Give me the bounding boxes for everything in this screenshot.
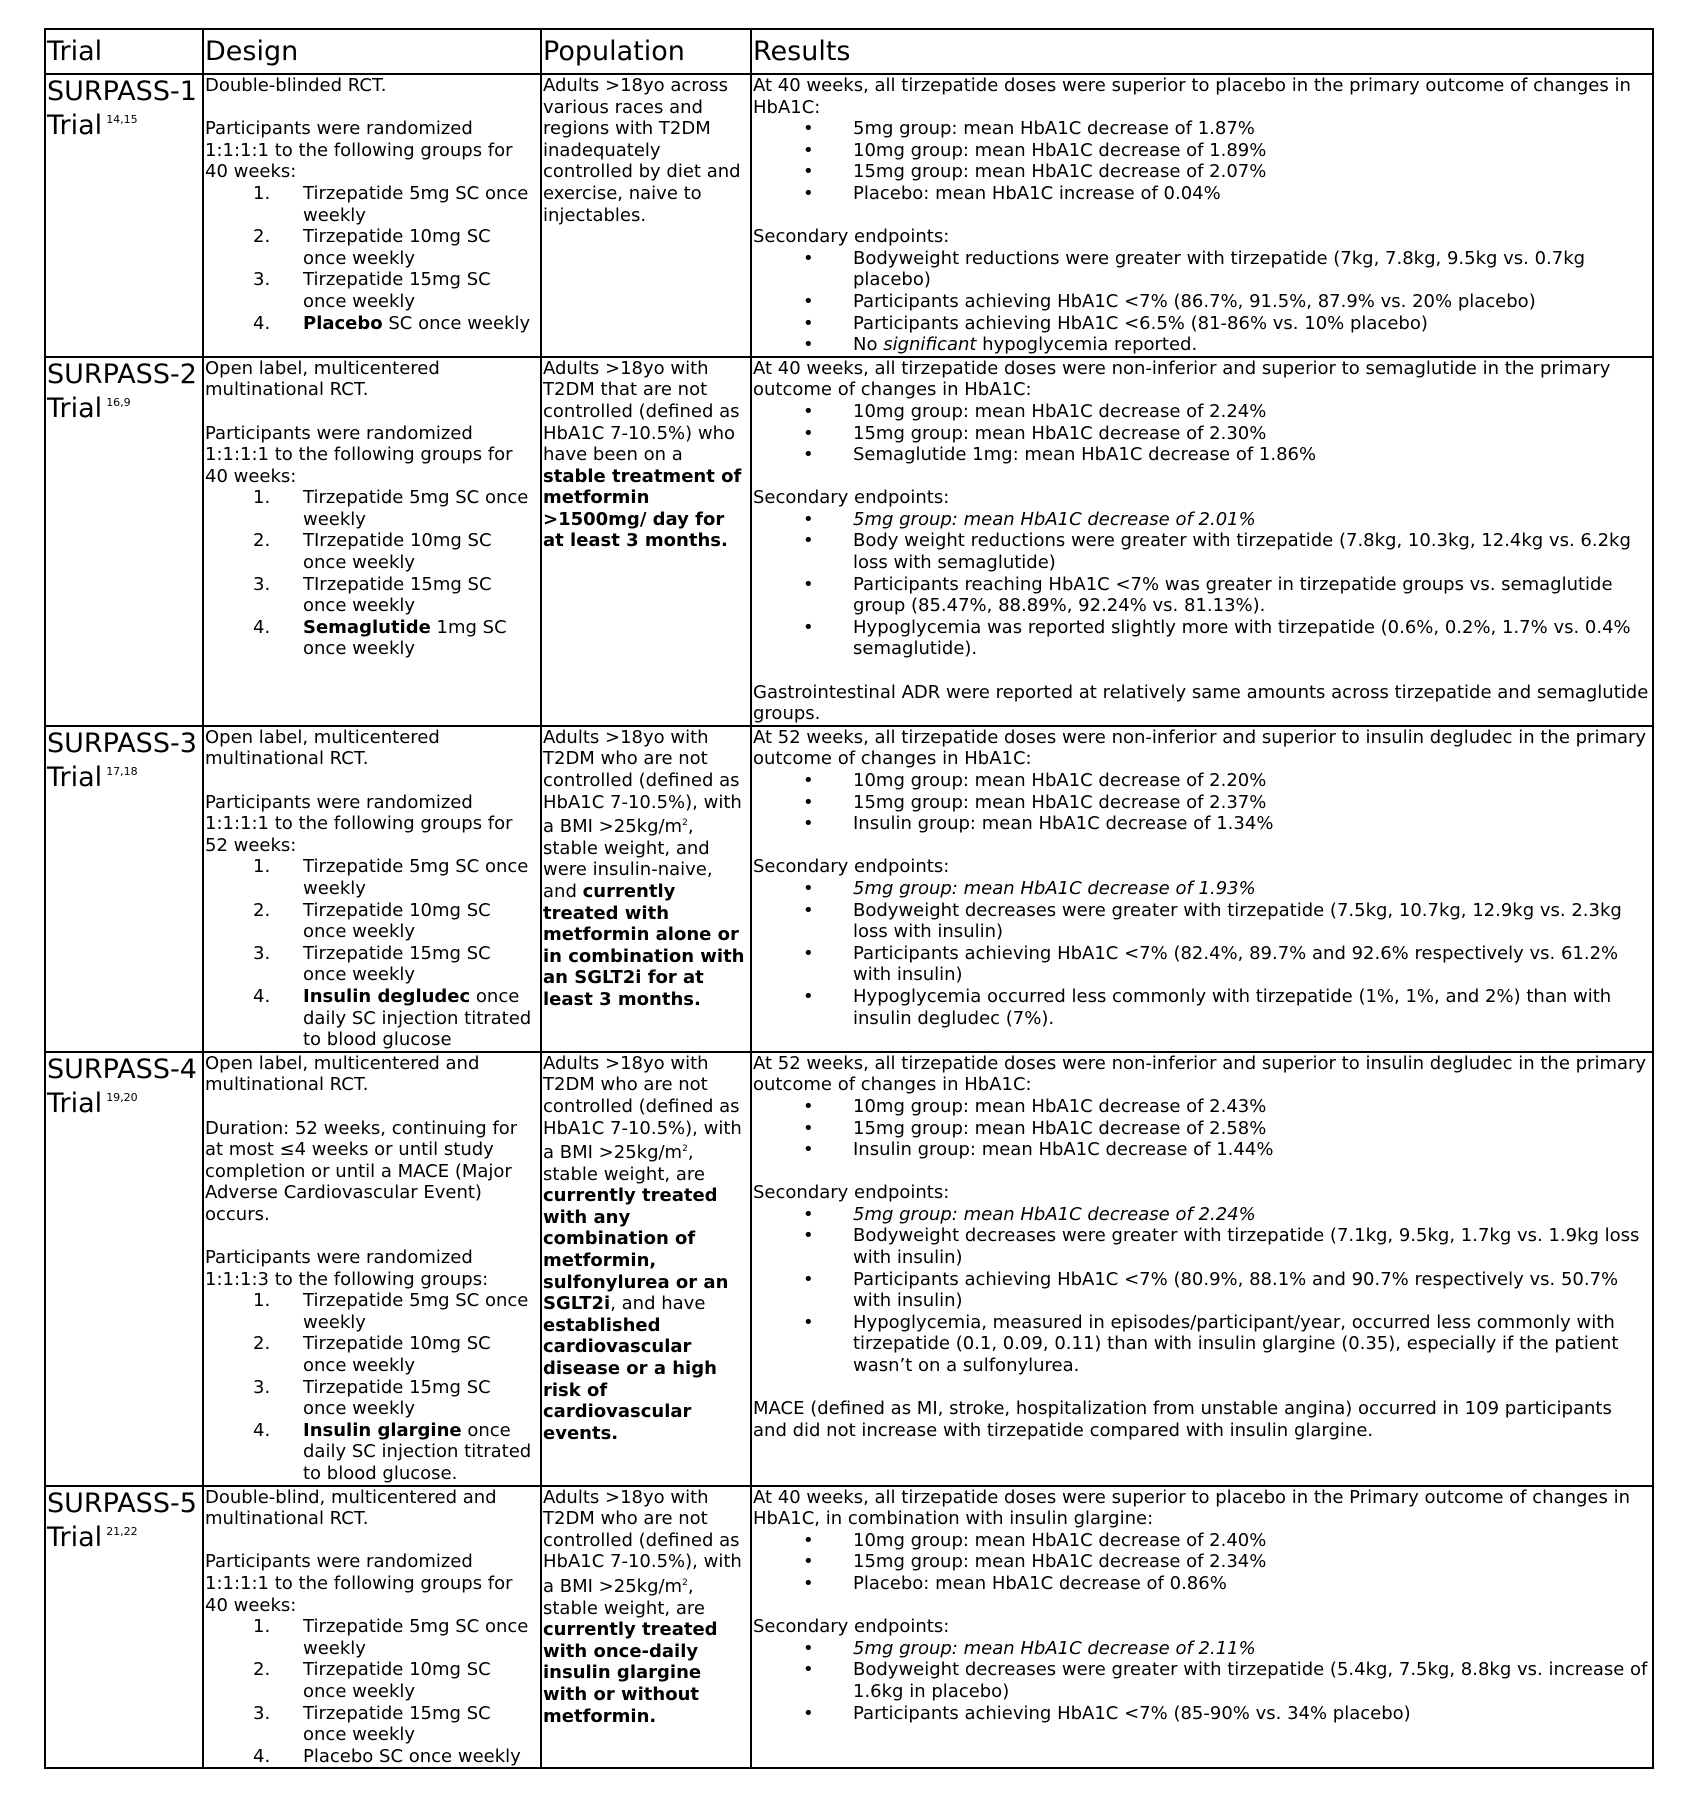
population-bold: currently treated with once-daily insulin glargine with or without metformin. (543, 1619, 718, 1727)
arm-number: 4. (253, 985, 271, 1007)
primary-list (753, 118, 1651, 204)
table-row (45, 726, 1653, 1052)
header-population: Population (541, 29, 751, 74)
arm-text: TIrzepatide 15mg SC once weekly (303, 573, 492, 617)
table-row (45, 1486, 1653, 1769)
primary-item: • 15mg group: mean HbA1C decrease of 2.30% (753, 423, 1651, 445)
arm-text: Tirzepatide 10mg SC once weekly (303, 226, 491, 269)
primary-item: • Placebo: mean HbA1C increase of 0.04% (753, 183, 1651, 205)
design-arm (205, 1746, 539, 1768)
population-text: , and have (610, 1293, 706, 1315)
trial-name: SURPASS-5 Trial $^{21,22}$ (47, 1487, 197, 1553)
arm-number: 3. (253, 573, 271, 595)
primary-item: • 10mg group: mean HbA1C decrease of 1.89% (753, 140, 1651, 162)
arm-number: 1. (253, 487, 271, 509)
arm-drug: Insulin glargine (303, 1419, 462, 1441)
population-text: Adults >18yo with T2DM who are not controlled (defined as HbA1C 7-10.5%), with a BMI >25kg/m (543, 1486, 742, 1597)
secondary-item: • 5mg group: mean HbA1C decrease of 2.11% (753, 1638, 1651, 1660)
population-text: Adults >18yo with T2DM who are not controlled (defined as HbA1C 7-10.5%), with a BMI >25kg/m (543, 1052, 742, 1164)
secondary-item: • Bodyweight decreases were greater with tirzepatide (5.4kg, 7.5kg, 8.8kg vs. increase of 1.6kg in placebo) (753, 1659, 1651, 1702)
header-trial: Trial (45, 29, 203, 74)
design-randomization: Participants were randomized 1:1:1:3 to the following groups: (205, 1247, 489, 1290)
design-arms (205, 1290, 539, 1484)
primary-outcome: At 40 weeks, all tirzepatide doses were non-inferior and superior to semaglutide in the primary outcome of changes in HbA1C: (753, 357, 1611, 401)
design-arm (205, 1703, 539, 1746)
results-note: MACE (defined as MI, stroke, hospitalization from unstable angina) occurred in 109 participants and did not increase with tirzepatide compared with insulin glargine. (753, 1398, 1612, 1441)
table-row (45, 74, 1653, 357)
results-note: Gastrointestinal ADR were reported at relatively same amounts across tirzepatide and semaglutide groups. (753, 681, 1649, 725)
population-cell (541, 357, 751, 726)
arm-text: Tirzepatide 15mg SC once weekly (303, 1702, 491, 1746)
secondary-list (753, 1204, 1651, 1377)
header-design: Design (203, 29, 541, 74)
trial-cell (45, 1052, 203, 1486)
secondary-heading: Secondary endpoints: (753, 856, 950, 878)
arm-text: Tirzepatide 15mg SC once weekly (303, 269, 491, 312)
primary-item: • Placebo: mean HbA1C decrease of 0.86% (753, 1573, 1651, 1595)
design-cell (203, 1052, 541, 1486)
table-row (45, 357, 1653, 726)
design-arm (205, 1420, 539, 1485)
population-text: Adults >18yo with T2DM who are not controlled (defined as HbA1C 7-10.5%), with a BMI >25kg/m (543, 726, 742, 838)
design-randomization: Participants were randomized 1:1:1:1 to the following groups for 40 weeks: (205, 118, 513, 183)
secondary-item: • Hypoglycemia occurred less commonly with tirzepatide (1%, 1%, and 2%) than with insulin degludec (7%). (753, 986, 1651, 1029)
trial-name: SURPASS-1 Trial $^{14,15}$ (47, 76, 197, 141)
secondary-item: • No significant hypoglycemia reported. (753, 334, 1651, 356)
population-bold: currently treated with metformin alone or in combination with an SGLT2i for at least 3 months. (543, 880, 745, 1010)
design-arm (205, 943, 539, 986)
trial-name: SURPASS-2 Trial $^{16,9}$ (47, 358, 197, 424)
trial-refs: 21,22 (106, 1524, 138, 1538)
trial-refs: 14,15 (106, 113, 138, 126)
design-arm (205, 1616, 539, 1659)
arm-number: 2. (253, 226, 271, 248)
secondary-item: • Hypoglycemia was reported slightly more with tirzepatide (0.6%, 0.2%, 1.7% vs. 0.4% semaglutide). (753, 617, 1651, 660)
primary-outcome: At 40 weeks, all tirzepatide doses were superior to placebo in the Primary outcome of changes in HbA1C, in combination with insulin glargine: (753, 1486, 1630, 1530)
primary-item: • Insulin group: mean HbA1C decrease of 1.34% (753, 813, 1651, 835)
design-arm (205, 574, 539, 617)
primary-list (753, 401, 1651, 466)
design-arm (205, 313, 539, 335)
header-row (45, 29, 1653, 74)
arm-number: 3. (253, 269, 271, 291)
arm-number: 4. (253, 616, 271, 638)
arm-number: 1. (253, 182, 271, 204)
primary-item: • 15mg group: mean HbA1C decrease of 2.07% (753, 161, 1651, 183)
secondary-item: • Participants achieving HbA1C <7% (86.7%, 91.5%, 87.9% vs. 20% placebo) (753, 291, 1651, 313)
design-intro: Double-blinded RCT. (205, 75, 387, 96)
arm-text: Tirzepatide 15mg SC once weekly (303, 942, 491, 986)
design-intro: Open label, multicentered multinational RCT. (205, 357, 440, 401)
population-cell (541, 74, 751, 357)
trial-cell (45, 726, 203, 1052)
primary-item: • 10mg group: mean HbA1C decrease of 2.20% (753, 770, 1651, 792)
primary-item: • 10mg group: mean HbA1C decrease of 2.40% (753, 1530, 1651, 1552)
secondary-list (753, 878, 1651, 1029)
secondary-item: • 5mg group: mean HbA1C decrease of 2.01% (753, 509, 1651, 531)
design-randomization: Participants were randomized 1:1:1:1 to the following groups for 52 weeks: (205, 791, 513, 856)
arm-text: Tirzepatide 5mg SC once weekly (303, 856, 529, 899)
primary-list (753, 1530, 1651, 1595)
population-sup: 2 (682, 818, 688, 829)
design-intro: Double-blind, multicentered and multinational RCT. (205, 1486, 497, 1530)
design-arm (205, 487, 539, 530)
design-arms (205, 183, 539, 334)
arm-text: once daily SC injection titrated to blood glucose. (303, 1419, 532, 1484)
secondary-list (753, 509, 1651, 660)
population-cell (541, 1052, 751, 1486)
arm-number: 3. (253, 1376, 271, 1398)
secondary-item: • Participants achieving HbA1C <7% (85-90% vs. 34% placebo) (753, 1703, 1651, 1725)
design-arms (205, 1616, 539, 1767)
arm-number: 1. (253, 1290, 271, 1312)
header-results: Results (751, 29, 1653, 74)
design-arm (205, 1333, 539, 1376)
primary-item: • 10mg group: mean HbA1C decrease of 2.43% (753, 1096, 1651, 1118)
results-cell (751, 1052, 1653, 1486)
secondary-list (753, 248, 1651, 356)
trial-cell (45, 74, 203, 357)
population-text: Adults >18yo across various races and regions with T2DM inadequately controlled by diet and exercise, naive to injectables. (543, 75, 741, 226)
design-intro: Open label, multicentered and multinational RCT. (205, 1052, 480, 1096)
design-arm (205, 1377, 539, 1420)
design-arm (205, 617, 539, 660)
arm-number: 4. (253, 1419, 271, 1441)
population-bold: currently treated with any combination of metformin, sulfonylurea or an SGLT2i (543, 1185, 729, 1315)
design-arm (205, 183, 539, 226)
design-duration: Duration: 52 weeks, continuing for at most ≤4 weeks or until study completion or until a MACE (Major Adverse Cardiovascular Event) occurs. (205, 1117, 518, 1225)
secondary-heading: Secondary endpoints: (753, 1616, 950, 1638)
trial-name: SURPASS-4 Trial $^{19,20}$ (47, 1053, 197, 1119)
primary-list (753, 1096, 1651, 1161)
arm-text: Tirzepatide 15mg SC once weekly (303, 1376, 491, 1420)
design-arm (205, 1290, 539, 1333)
arm-text: Tirzepatide 5mg SC once weekly (303, 487, 529, 530)
arm-text: SC once weekly (382, 312, 531, 334)
table-row (45, 1052, 1653, 1486)
secondary-item: • Participants achieving HbA1C <6.5% (81-86% vs. 10% placebo) (753, 313, 1651, 335)
arm-number: 4. (253, 312, 271, 334)
arm-text: TIrzepatide 10mg SC once weekly (303, 530, 492, 574)
primary-outcome: At 52 weeks, all tirzepatide doses were non-inferior and superior to insulin degludec in the primary outcome of changes in HbA1C: (753, 726, 1647, 770)
population-text: , stable weight, are (543, 1142, 705, 1185)
population-bold: established cardiovascular disease or a high risk of cardiovascular events. (543, 1314, 717, 1444)
arm-drug: Semaglutide (303, 616, 431, 638)
primary-outcome: At 40 weeks, all tirzepatide doses were superior to placebo in the primary outcome of changes in HbA1C: (753, 75, 1631, 118)
arm-text: once daily SC injection titrated to blood glucose (303, 985, 532, 1051)
primary-item: • Semaglutide 1mg: mean HbA1C decrease of 1.86% (753, 444, 1651, 466)
primary-item: • 15mg group: mean HbA1C decrease of 2.58% (753, 1118, 1651, 1140)
secondary-heading: Secondary endpoints: (753, 1182, 950, 1204)
primary-item: • 5mg group: mean HbA1C decrease of 1.87% (753, 118, 1651, 140)
design-arms (205, 856, 539, 1050)
design-arm (205, 226, 539, 269)
trial-refs: 17,18 (106, 764, 138, 778)
arm-text: Tirzepatide 5mg SC once weekly (303, 1290, 529, 1333)
arm-text: Tirzepatide 10mg SC once weekly (303, 899, 491, 943)
arm-number: 2. (253, 1659, 271, 1681)
primary-item: • 15mg group: mean HbA1C decrease of 2.34% (753, 1551, 1651, 1573)
arm-text: Tirzepatide 10mg SC once weekly (303, 1333, 491, 1377)
arm-text: Tirzepatide 5mg SC once weekly (303, 1616, 529, 1659)
arm-drug: Insulin degludec (303, 985, 471, 1007)
arm-number: 3. (253, 942, 271, 964)
design-arms (205, 487, 539, 660)
population-bold: stable treatment of metformin >1500mg/ day for at least 3 months. (543, 465, 742, 552)
population-cell (541, 1486, 751, 1769)
trial-cell (45, 357, 203, 726)
arm-number: 2. (253, 899, 271, 921)
arm-number: 2. (253, 530, 271, 552)
population-text: , stable weight, and were insulin-naive, and (543, 816, 713, 902)
population-text: Adults >18yo with T2DM that are not controlled (defined as HbA1C 7-10.5%) who have been on a (543, 357, 740, 466)
arm-number: 1. (253, 856, 271, 878)
arm-number: 3. (253, 1702, 271, 1724)
primary-item: • 10mg group: mean HbA1C decrease of 2.24% (753, 401, 1651, 423)
design-arm (205, 530, 539, 573)
design-cell (203, 1486, 541, 1769)
trial-cell (45, 1486, 203, 1769)
design-cell (203, 357, 541, 726)
design-arm (205, 900, 539, 943)
secondary-item: • Hypoglycemia, measured in episodes/participant/year, occurred less commonly with tirzepatide (0.1, 0.09, 0.11) than with insulin glargine (0.35), especially if the patient wasn’t on a sulfonylurea. (753, 1312, 1651, 1377)
secondary-item: • Bodyweight decreases were greater with tirzepatide (7.5kg, 10.7kg, 12.9kg vs. 2.3kg loss with insulin) (753, 900, 1651, 943)
trial-refs: 16,9 (106, 395, 131, 409)
design-randomization: Participants were randomized 1:1:1:1 to the following groups for 40 weeks: (205, 1551, 513, 1616)
design-arm (205, 856, 539, 899)
trial-refs: 19,20 (106, 1090, 138, 1104)
design-arm (205, 1659, 539, 1702)
arm-number: 1. (253, 1616, 271, 1638)
design-cell (203, 726, 541, 1052)
results-cell (751, 74, 1653, 357)
secondary-item: • 5mg group: mean HbA1C decrease of 2.24% (753, 1204, 1651, 1226)
primary-item: • Insulin group: mean HbA1C decrease of 1.44% (753, 1139, 1651, 1161)
secondary-item: • Bodyweight reductions were greater with tirzepatide (7kg, 7.8kg, 9.5kg vs. 0.7kg placebo) (753, 248, 1651, 291)
results-cell (751, 357, 1653, 726)
arm-text: Tirzepatide 5mg SC once weekly (303, 182, 529, 226)
design-intro: Open label, multicentered multinational RCT. (205, 726, 440, 770)
population-sup: 2 (682, 1577, 688, 1588)
design-cell (203, 74, 541, 357)
secondary-list (753, 1638, 1651, 1724)
table-body (45, 74, 1653, 1768)
population-cell (541, 726, 751, 1052)
secondary-item: • Body weight reductions were greater with tirzepatide (7.8kg, 10.3kg, 12.4kg vs. 6.2kg loss with semaglutide) (753, 530, 1651, 573)
design-arm (205, 986, 539, 1051)
arm-drug: Placebo (303, 312, 383, 334)
secondary-item: • 5mg group: mean HbA1C decrease of 1.93% (753, 878, 1651, 900)
arm-text: 1mg SC once weekly (303, 616, 507, 660)
arm-number: 2. (253, 1333, 271, 1355)
trial-name: SURPASS-3 Trial $^{17,18}$ (47, 727, 197, 793)
secondary-item: • Participants achieving HbA1C <7% (82.4%, 89.7% and 92.6% respectively vs. 61.2% with insulin) (753, 943, 1651, 986)
design-randomization: Participants were randomized 1:1:1:1 to the following groups for 40 weeks: (205, 422, 513, 487)
arm-number: 4. (253, 1745, 271, 1767)
population-sup: 2 (682, 1144, 688, 1155)
secondary-item: • Bodyweight decreases were greater with tirzepatide (7.1kg, 9.5kg, 1.7kg vs. 1.9kg loss with insulin) (753, 1225, 1651, 1268)
design-arm (205, 269, 539, 312)
secondary-item: • Participants reaching HbA1C <7% was greater in tirzepatide groups vs. semaglutide group (85.47%, 88.89%, 92.24% vs. 81.13%). (753, 574, 1651, 617)
primary-item: • 15mg group: mean HbA1C decrease of 2.37% (753, 792, 1651, 814)
trials-table (44, 28, 1654, 1769)
results-cell (751, 726, 1653, 1052)
population-text: , stable weight, are (543, 1575, 705, 1619)
secondary-heading: Secondary endpoints: (753, 226, 950, 248)
secondary-item: • Participants achieving HbA1C <7% (80.9%, 88.1% and 90.7% respectively vs. 50.7% with insulin) (753, 1269, 1651, 1312)
arm-text: Placebo SC once weekly (303, 1745, 521, 1767)
primary-outcome: At 52 weeks, all tirzepatide doses were non-inferior and superior to insulin degludec in the primary outcome of changes in HbA1C: (753, 1052, 1647, 1096)
results-cell (751, 1486, 1653, 1769)
primary-list (753, 770, 1651, 835)
secondary-heading: Secondary endpoints: (753, 487, 950, 509)
arm-text: Tirzepatide 10mg SC once weekly (303, 1659, 491, 1702)
